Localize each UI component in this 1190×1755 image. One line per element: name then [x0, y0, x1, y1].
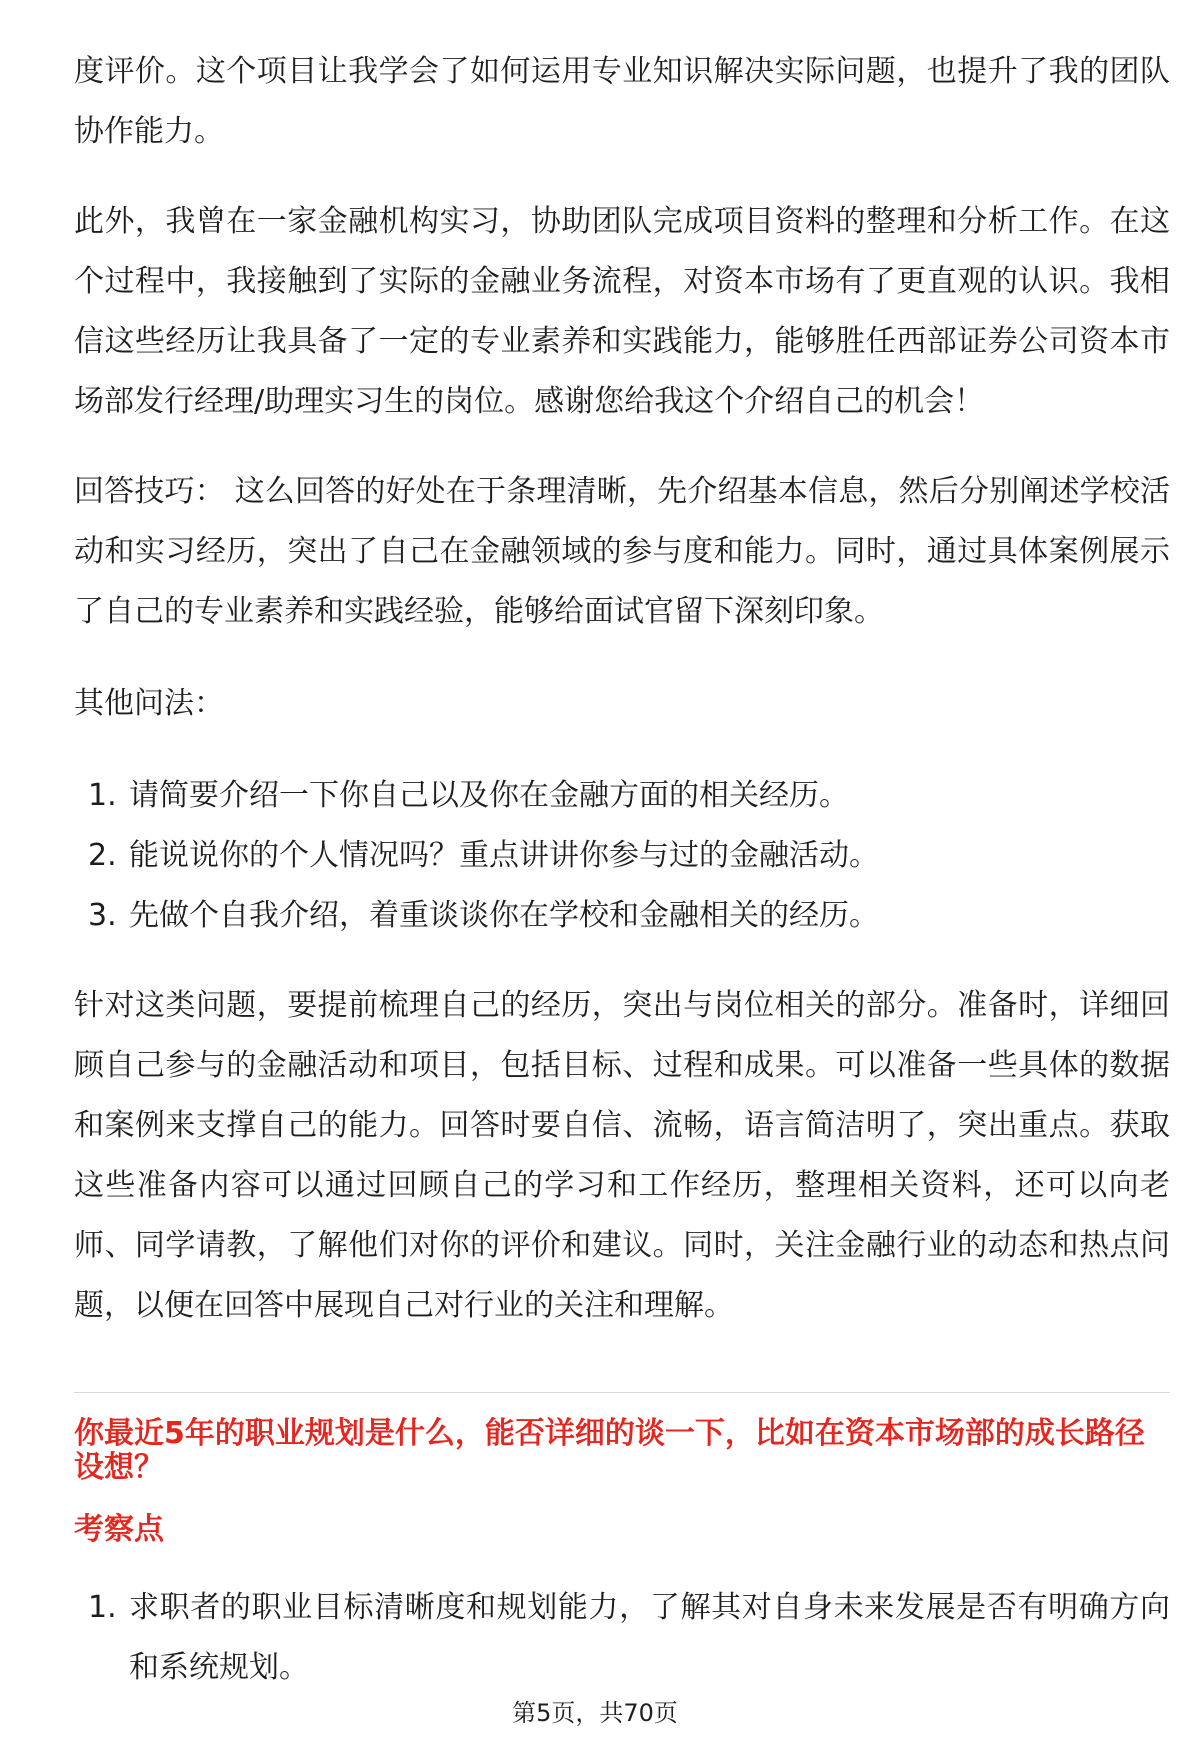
paragraph-line: 此外，我曾在一家金融机构实习，协助团队完成项目资料的整理和分析工作。在这 — [74, 204, 1170, 239]
list-item-text: 请简要介绍一下你自己以及你在金融方面的相关经历。 — [129, 778, 849, 813]
list-item-text: 能说说你的个人情况吗？重点讲讲你参与过的金融活动。 — [129, 838, 879, 873]
paragraph-line: 顾自己参与的金融活动和项目，包括目标、过程和成果。可以准备一些具体的数据 — [74, 1048, 1170, 1083]
paragraph-line: 针对这类问题，要提前梳理自己的经历，突出与岗位相关的部分。准备时，详细回 — [74, 988, 1170, 1023]
paragraph-line: 度评价。这个项目让我学会了如何运用专业知识解决实际问题，也提升了我的团队 — [74, 54, 1170, 89]
list-number: 3. — [88, 898, 117, 933]
list-item-text: 先做个自我介绍，着重谈谈你在学校和金融相关的经历。 — [129, 898, 879, 933]
list-item-text: 求职者的职业目标清晰度和规划能力，了解其对自身未来发展是否有明确方向 — [129, 1590, 1170, 1625]
internship-paragraph — [74, 192, 1170, 432]
list-item-text: 和系统规划。 — [129, 1650, 309, 1685]
paragraph-line: 信这些经历让我具备了一定的专业素养和实践能力，能够胜任西部证券公司资本市 — [74, 324, 1170, 359]
other-questions-heading: 其他问法： — [74, 686, 224, 721]
paragraph-line: 和案例来支撑自己的能力。回答时要自信、流畅，语言简洁明了，突出重点。获取 — [74, 1108, 1170, 1143]
answer-tips-paragraph — [74, 462, 1170, 642]
paragraph-line: 题，以便在回答中展现自己对行业的关注和理解。 — [74, 1288, 734, 1323]
list-number: 2. — [88, 838, 117, 873]
paragraph-line: 个过程中，我接触到了实际的金融业务流程，对资本市场有了更直观的认识。我相 — [74, 264, 1170, 299]
paragraph-line: 场部发行经理/助理实习生的岗位。感谢您给我这个介绍自己的机会！ — [74, 384, 985, 419]
paragraph-line: 了自己的专业素养和实践经验，能够给面试官留下深刻印象。 — [74, 594, 884, 629]
list-number: 1. — [88, 1590, 117, 1625]
other-questions-list — [74, 766, 1170, 946]
paragraph-line: 师、同学请教，了解他们对你的评价和建议。同时，关注金融行业的动态和热点问 — [74, 1228, 1170, 1263]
list-item — [74, 1578, 1170, 1698]
page-indicator: 第5页，共70页 — [512, 1699, 678, 1727]
document-page — [74, 42, 1170, 1698]
list-item — [74, 766, 1170, 826]
answer-closing-paragraph — [74, 42, 1170, 162]
assessment-points-list — [74, 1578, 1170, 1698]
question-title-line: 设想？ — [74, 1451, 164, 1485]
list-number: 1. — [88, 778, 117, 813]
question-title-line: 你最近5年的职业规划是什么，能否详细的谈一下，比如在资本市场部的成长路径 — [74, 1417, 1145, 1451]
question-title — [74, 1417, 1170, 1485]
list-item — [74, 826, 1170, 886]
paragraph-line: 动和实习经历，突出了自己在金融领域的参与度和能力。同时，通过具体案例展示 — [74, 534, 1170, 569]
list-item — [74, 886, 1170, 946]
preparation-advice-paragraph — [74, 976, 1170, 1336]
assessment-points-label: 考察点 — [74, 1512, 164, 1547]
paragraph-line: 协作能力。 — [74, 114, 224, 149]
paragraph-line: 回答技巧： 这么回答的好处在于条理清晰，先介绍基本信息，然后分别阐述学校活 — [74, 474, 1170, 509]
section-divider — [74, 1392, 1170, 1393]
paragraph-line: 这些准备内容可以通过回顾自己的学习和工作经历，整理相关资料，还可以向老 — [74, 1168, 1170, 1203]
